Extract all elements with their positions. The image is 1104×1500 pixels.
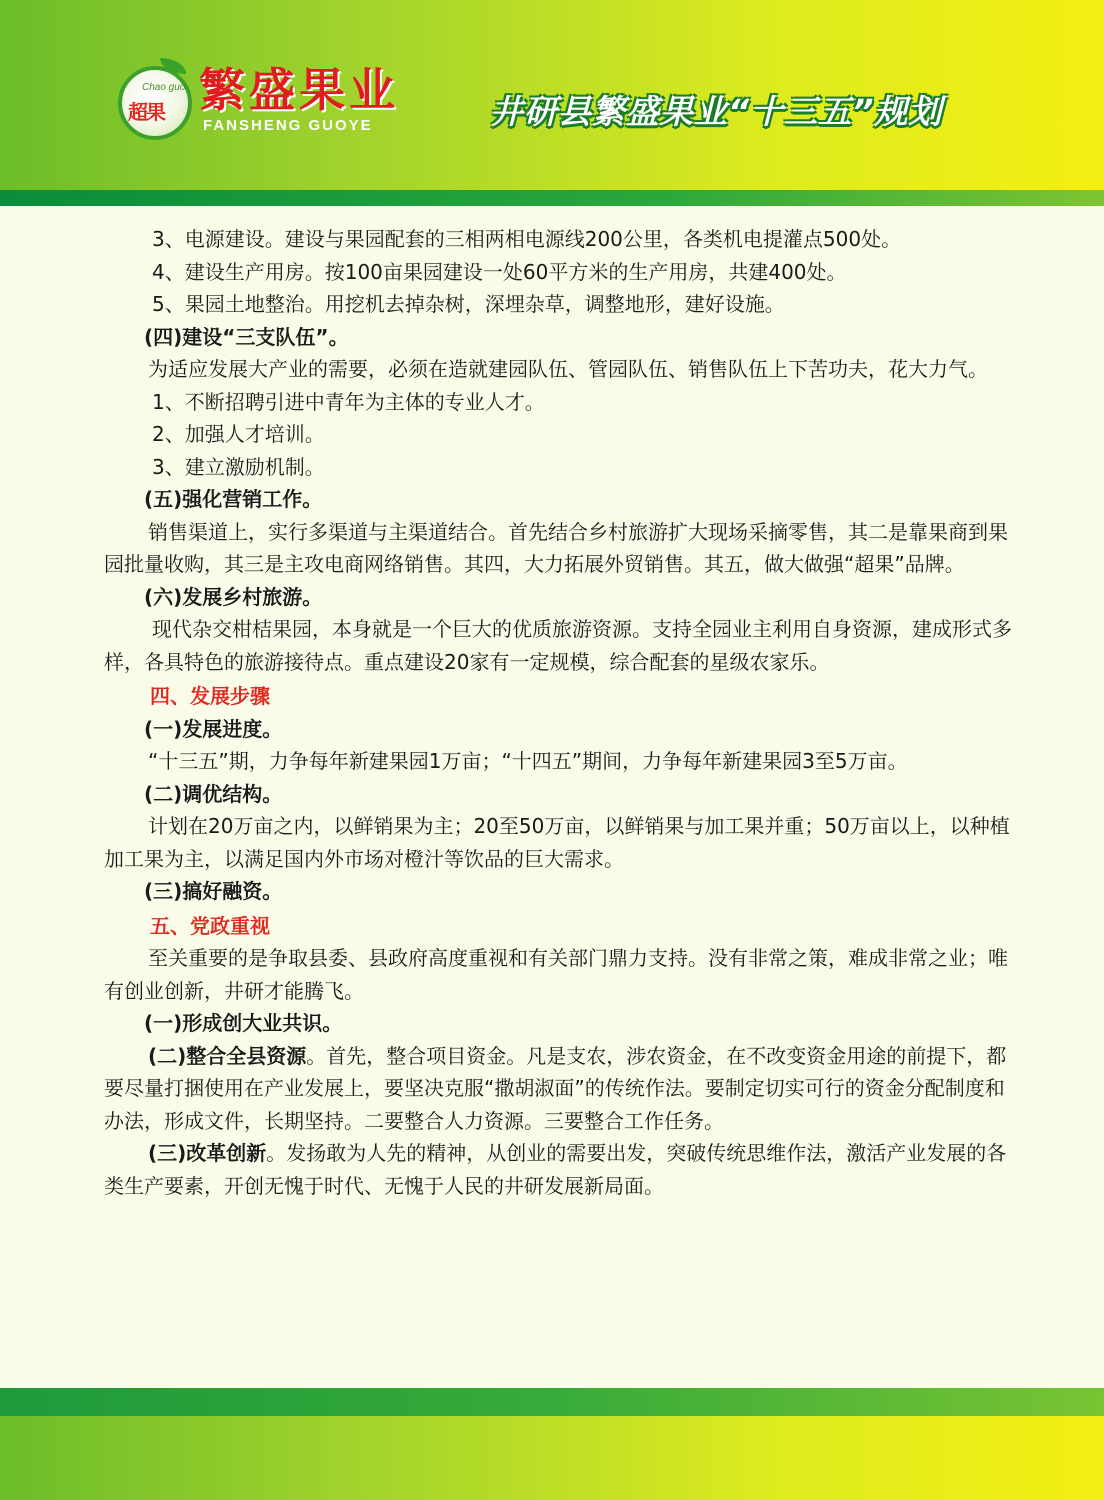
paragraph: 计划在20万亩之内，以鲜销果为主；20至50万亩，以鲜销果与加工果并重；50万亩以上，以种植加工果为主，以满足国内外市场对橙汁等饮品的巨大需求。 xyxy=(104,814,1010,871)
page-title: 井研县繁盛果业“十三五”规划 xyxy=(490,92,943,131)
footer-band xyxy=(0,1388,1104,1416)
paragraph: 2、加强人才培训。 xyxy=(152,422,325,446)
brand-logo-badge xyxy=(118,66,192,140)
sub-heading: (一)发展进度。 xyxy=(144,716,283,741)
paragraph: 3、电源建设。建设与果园配套的三相两相电源线200公里，各类机电提灌点500处。 xyxy=(152,227,902,251)
footer-banner xyxy=(0,1416,1104,1500)
sub-heading: (五)强化营销工作。 xyxy=(144,487,323,511)
paragraph: 现代杂交柑桔果园，本身就是一个巨大的优质旅游资源。支持全园业主利用自身资源，建成形式多样，各具特色的旅游接待点。重点建设20家有一定规模，综合配套的星级农家乐。 xyxy=(104,617,1012,674)
sub-heading: (六)发展乡村旅游。 xyxy=(144,584,323,609)
document-body xyxy=(104,223,1020,1202)
inline-heading: (三)改革创新 xyxy=(148,1141,267,1165)
paragraph: “十三五”期，力争每年新建果园1万亩；“十四五”期间，力争每年新建果园3至5万亩。 xyxy=(148,749,908,773)
badge-pinyin: Chao guo xyxy=(142,82,186,93)
brand-name: 繁盛果业 xyxy=(199,63,399,117)
brand-pinyin: FANSHENG GUOYE xyxy=(203,117,373,134)
section-heading: 四、发展步骤 xyxy=(150,684,270,708)
paragraph: 5、果园土地整治。用挖机去掉杂树，深埋杂草，调整地形，建好设施。 xyxy=(152,292,785,316)
badge-text: 超果 xyxy=(128,100,164,124)
paragraph-text: 。首先，整合项目资金。凡是支农，涉农资金，在不改变资金用途的前提下，都要尽量打捆使用在产业发展上，要坚决克服“撒胡淑面”的传统作法。要制定切实可行的资金分配制度和办法，形成文件，长期坚持。二要整合人力资源。三要整合工作任务。 xyxy=(104,1043,1007,1133)
paragraph: 3、建立激励机制。 xyxy=(152,454,325,479)
paragraph xyxy=(104,1040,1020,1138)
paragraph: 4、建设生产用房。按100亩果园建设一处60平方米的生产用房，共建400处。 xyxy=(152,259,847,284)
paragraph-text: 。发扬敢为人先的精神，从创业的需要出发，突破传统思维作法，激活产业发展的各类生产要素，开创无愧于时代、无愧于人民的井研发展新局面。 xyxy=(104,1141,1007,1198)
sub-heading: (一)形成创大业共识。 xyxy=(144,1011,343,1035)
paragraph xyxy=(104,1137,1020,1202)
paragraph: 至关重要的是争取县委、县政府高度重视和有关部门鼎力支持。没有非常之策，难成非常之业；唯有创业创新，井研才能腾飞。 xyxy=(104,946,1008,1003)
sub-heading: (二)调优结构。 xyxy=(144,781,283,806)
sub-heading: (四)建设“三支队伍”。 xyxy=(144,324,349,349)
sub-heading: (三)搞好融资。 xyxy=(144,879,283,903)
paragraph: 1、不断招聘引进中青年为主体的专业人才。 xyxy=(152,389,545,414)
paragraph: 销售渠道上，实行多渠道与主渠道结合。首先结合乡村旅游扩大现场采摘零售，其二是靠果商到果园批量收购，其三是主攻电商网络销售。其四，大力拓展外贸销售。其五，做大做强“超果”品牌。 xyxy=(104,519,1008,576)
section-heading: 五、党政重视 xyxy=(150,913,270,938)
inline-heading: (二)整合全县资源 xyxy=(148,1043,307,1068)
paragraph: 为适应发展大产业的需要，必须在造就建园队伍、管园队伍、销售队伍上下苦功夫，花大力气。 xyxy=(148,357,988,381)
header-band xyxy=(0,190,1104,206)
